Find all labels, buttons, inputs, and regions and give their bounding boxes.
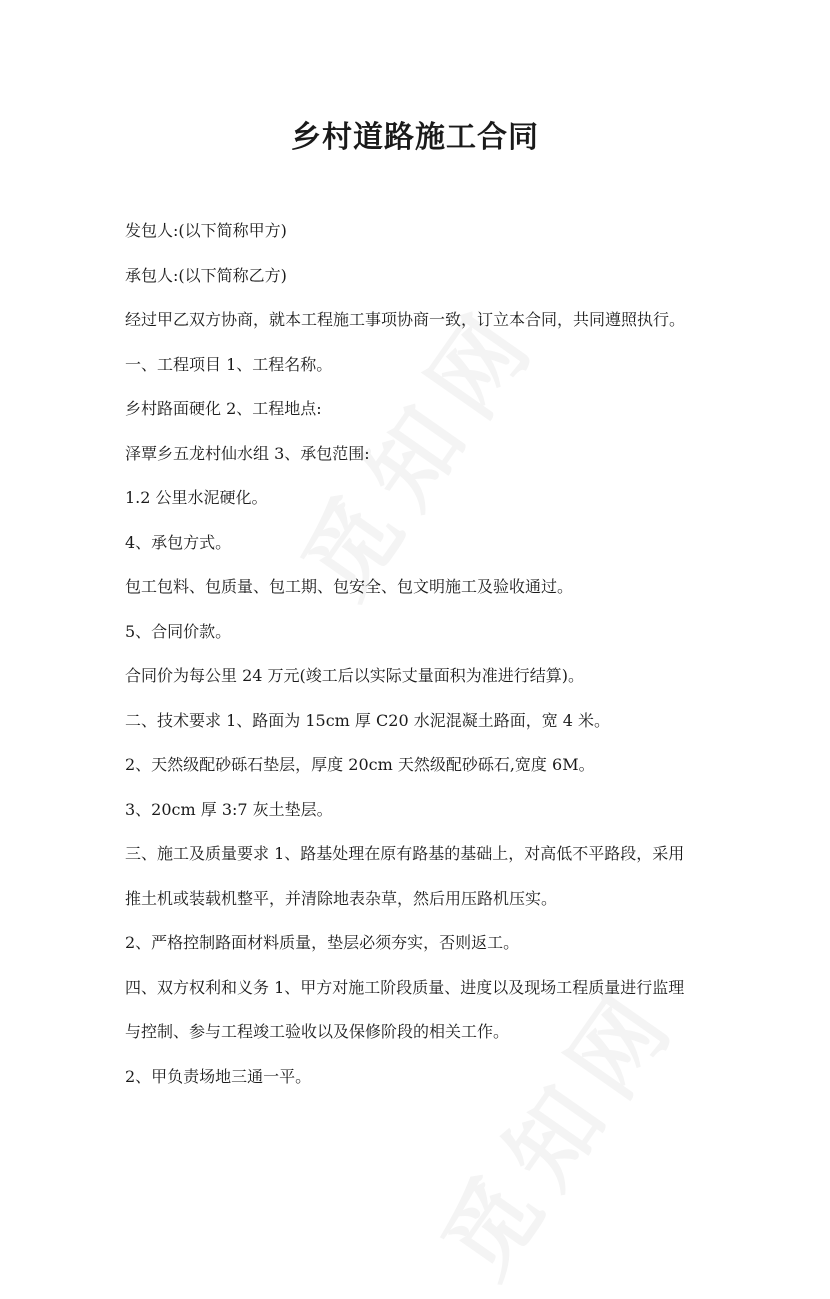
text-line: 合同价为每公里 24 万元(竣工后以实际丈量面积为准进行结算)。 [125, 666, 585, 685]
text-line: 三、施工及质量要求 1、路基处理在原有路基的基础上，对高低不平路段，采用 [125, 844, 685, 863]
text-line: 一、工程项目 1、工程名称。 [125, 354, 333, 374]
text-line: 1.2 公里水泥硬化。 [125, 488, 268, 507]
text-line: 推土机或装载机整平，并清除地表杂草，然后用压路机压实。 [125, 888, 558, 908]
document-title: 乡村道路施工合同 [291, 120, 539, 155]
text-line: 与控制、参与工程竣工验收以及保修阶段的相关工作。 [125, 1022, 510, 1041]
text-line: 发包人:(以下简称甲方) [125, 221, 287, 240]
text-line: 2、天然级配砂砾石垫层，厚度 20cm 天然级配砂砾石,宽度 6M。 [125, 755, 595, 774]
text-line: 乡村路面硬化 2、工程地点: [125, 399, 322, 418]
text-line: 承包人:(以下简称乙方) [125, 265, 287, 285]
text-line: 包工包料、包质量、包工期、包安全、包文明施工及验收通过。 [125, 577, 574, 596]
text-line: 3、20cm 厚 3:7 灰土垫层。 [125, 799, 333, 819]
text-line: 2、严格控制路面材料质量，垫层必须夯实，否则返工。 [125, 933, 520, 952]
text-line: 5、合同价款。 [125, 621, 232, 641]
text-line: 经过甲乙双方协商，就本工程施工事项协商一致，订立本合同，共同遵照执行。 [125, 310, 686, 329]
text-line: 泽覃乡五龙村仙水组 3、承包范围: [125, 443, 370, 463]
document-body [125, 216, 715, 1106]
text-line: 2、甲负责场地三通一平。 [125, 1066, 312, 1086]
text-line: 四、双方权利和义务 1、甲方对施工阶段质量、进度以及现场工程质量进行监理 [125, 977, 685, 997]
text-line: 4、承包方式。 [125, 532, 232, 552]
text-line: 二、技术要求 1、路面为 15cm 厚 C20 水泥混凝土路面，宽 4 米。 [125, 710, 611, 730]
